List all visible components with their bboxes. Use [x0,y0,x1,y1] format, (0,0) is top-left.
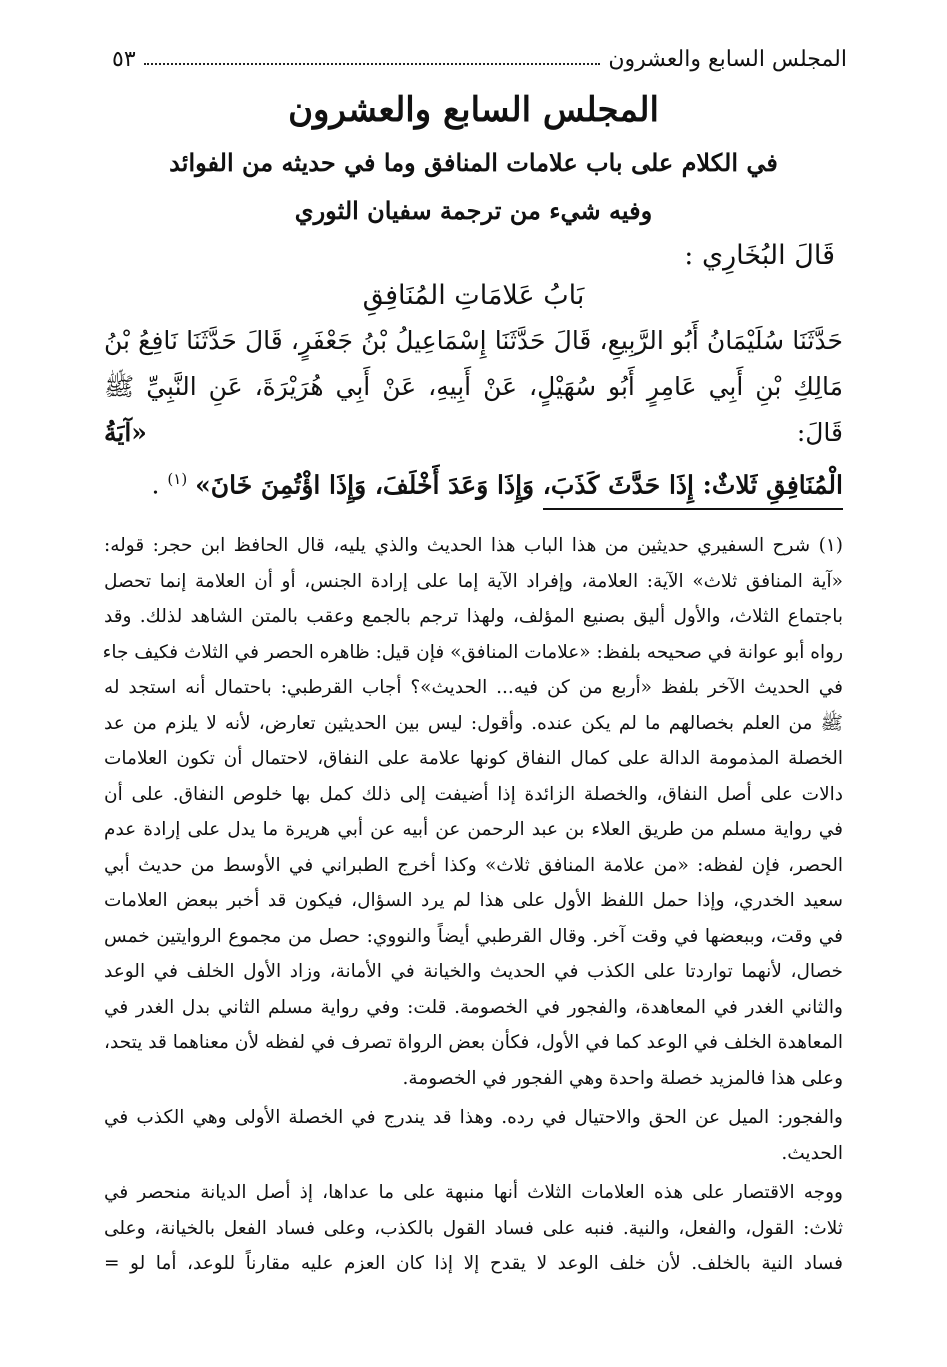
footnote-line: الخصلة المذمومة الدالة على كمال النفاق كونها علامة على النفاق، لاحتمال أن تكون العلامات [104,748,843,769]
footnote-line: الحصر، فإن لفظه: «من علامة المنافق ثلاث» وكذا أخرج الطبراني في الأوسط من حديث أبي [104,854,843,876]
hadith-matn: الْمُنَافِقِ ثَلاثٌ: إِذَا حَدَّثَ كَذَبَ، وَإِذَا وَعَدَ أَخْلَفَ، وَإِذَا اؤْتُمِنَ خَانَ» [195,470,843,500]
bab-title: بَابُ عَلامَاتِ المُنَافِقِ [362,280,585,311]
footnote-reference: (١) [167,470,188,488]
running-head-leader-dots [144,63,601,65]
footnote-line: خصال، لأنهما تواردتا على الكذب في الحديث والخيانة في الأمانة، وزاد الأول الخلف في الوعد [104,961,843,982]
footnote-line: ووجه الاقتصار على هذه العلامات الثلاث أنها منبهة على ما عداها، إذ أصل الديانة منحصر في [104,1182,843,1203]
footnote-line: في وقت، وببعضها في وقت آخر. وقال القرطبي أيضاً والنووي: حصل من مجموع الروايتين خمس [104,925,843,947]
hadith-matn-open: «آيَةُ [104,418,147,447]
chapter-title: المجلس السابع والعشرون [288,90,659,130]
hadith-line-2 [104,364,843,456]
footnote-line: ﷺ من العلم بخصالهم ما لم يكن عنده. وأقول: ليس بين الحديثين تعارض، لأنه لا يلزم من عد [104,712,843,734]
footnote-separator-rule [543,508,843,510]
running-head [112,42,847,76]
qal-bukhari-heading: قَالَ البُخَارِي : [684,240,835,271]
chapter-subtitle-line-1: في الكلام على باب علامات المنافق وما في حديثه من الفوائد [169,148,778,177]
footnote-line: في الحديث الآخر بلفظ «أربع من كن فيه... الحديث»؟ أجاب القرطبي: باحتمال أنه استجد له [104,677,843,698]
footnote-line: سعيد الخدري، وإذا حمل اللفظ الأول على هذا لم يرد السؤال، فيكون قد أخبر ببعض العلامات [104,890,843,911]
footnote-line: (١) شرح السفيري حديثين من هذا الباب هذا الحديث والذي يليه، قال الحافظ ابن حجر: قوله: [104,535,843,556]
footnote-line: ثلاث: القول، والفعل، والنية. فنبه على فساد القول بالكذب، وعلى فساد الفعل بالخيانة، وعلى [104,1217,843,1239]
footnote-line: وعلى هذا فالمزيد خصلة واحدة وهي الفجور في الخصومة. [402,1067,843,1089]
hadith-end-mark: . [151,470,160,500]
footnote-line: في رواية مسلم من طريق العلاء بن عبد الرحمن عن أبيه عن أبي هريرة ما يدل على إرادة عدم [104,819,843,840]
hadith-line-3 [104,456,843,508]
footnote-line: دالات على أصل النفاق، والخصلة الزائدة إذا أضيفت إلى ذلك كمل بها خلوص النفاق. على أن [104,783,843,805]
footnote-line: رواه أبو عوانة في صحيحه بلفظ: «علامات المنافق» فإن قيل: ظاهره الحصر في الثلاث فكيف جاء [102,641,843,663]
chapter-subtitle-line-2: وفيه شيء من ترجمة سفيان الثوري [294,196,653,225]
hadith-text [104,318,843,508]
hadith-line-1: حَدَّثَنَا سُلَيْمَانُ أَبُو الرَّبِيعِ، قَالَ حَدَّثَنَا إِسْمَاعِيلُ بْنُ جَعْفَرٍ، قَالَ حَدَّثَنَا نَافِعُ بْنُ [104,326,843,355]
page-number: ٥٣ [112,46,136,72]
hadith-isnad-end: مَالِكِ بْنِ أَبِي عَامِرٍ أَبُو سُهَيْلٍ، عَنْ أَبِيهِ، عَنْ أَبِي هُرَيْرَةَ، عَنِ النَّبِيِّ ﷺ قَالَ: [104,372,843,447]
footnote-block [104,528,843,1282]
footnote-line: والثاني الغدر في المعاهدة، والفجور في الخصومة. قلت: وفي رواية مسلم الثاني بدل الغدر في [104,996,843,1018]
running-head-title: المجلس السابع والعشرون [608,46,847,72]
footnote-line: باجتماع الثلاث، والأول أليق بصنيع المؤلف، ولهذا ترجم بالجمع وعقب بالمتن الشاهد لذلك. وقد [104,606,843,627]
footnote-line: والفجور: الميل عن الحق والاحتيال في رده. وهذا قد يندرج في الخصلة الأولى وهي الكذب في [104,1107,843,1128]
footnote-line: المعاهدة الخلف في الوعد كما في الأول، فكأن بعض الرواة تصرف في لفظه لأن معناهما قد يتحد، [104,1032,843,1053]
footnote-line: الحديث. [781,1142,843,1164]
footnote-line: فساد النية بالخلف. لأن خلف الوعد لا يقدح إلا إذا كان العزم عليه مقارناً للوعد، أما لو = [104,1253,843,1274]
footnote-line: «آية المنافق ثلاث» الآية: العلامة، وإفراد الآية إما على إرادة الجنس، أو أن العلامة إنما تحصل [104,570,843,592]
